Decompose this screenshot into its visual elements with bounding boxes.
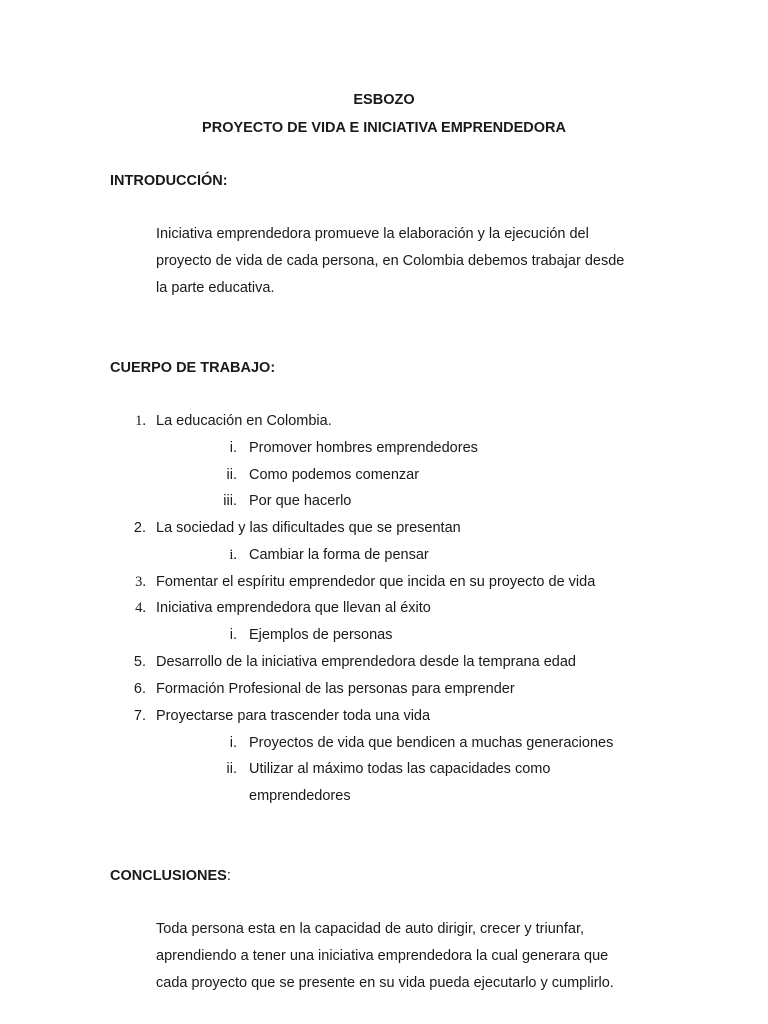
list-item-number: 3.: [135, 574, 146, 590]
sub-list-item-continuation: emprendedores: [249, 788, 351, 804]
list-item: La sociedad y las dificultades que se presentan: [156, 520, 461, 536]
introduction-paragraph: [156, 221, 676, 302]
sub-list-item: Promover hombres emprendedores: [249, 440, 478, 456]
paragraph-line: Toda persona esta en la capacidad de auto dirigir, crecer y triunfar,: [156, 921, 585, 937]
list-item: Iniciativa emprendedora que llevan al éxito: [156, 600, 431, 616]
sub-list-item: Proyectos de vida que bendicen a muchas generaciones: [249, 735, 614, 751]
sub-item-numeral: i.: [229, 547, 237, 563]
conclusions-paragraph: [156, 916, 676, 997]
sub-list-item: Cambiar la forma de pensar: [249, 547, 429, 563]
sub-list-item: Como podemos comenzar: [249, 467, 420, 483]
conclusions-heading-colon: :: [226, 868, 231, 884]
sub-list-item: Utilizar al máximo todas las capacidades como: [249, 761, 551, 777]
list-item-number: 2.: [133, 520, 146, 536]
paragraph-line: Iniciativa emprendedora promueve la elaboración y la ejecución del: [156, 226, 589, 242]
list-item-number: 5.: [133, 654, 146, 670]
sub-item-numeral: i.: [229, 627, 237, 643]
introduction-heading: INTRODUCCIÓN:: [110, 173, 228, 189]
list-item: La educación en Colombia.: [156, 413, 332, 429]
sub-item-numeral: i.: [229, 735, 237, 751]
list-item: Formación Profesional de las personas para emprender: [156, 681, 515, 697]
sub-item-numeral: iii.: [223, 493, 237, 509]
list-item-number: 1.: [135, 413, 146, 429]
sub-item-numeral: i.: [229, 440, 237, 456]
document-title: ESBOZO: [353, 92, 415, 108]
sub-item-numeral: ii.: [226, 467, 237, 483]
list-item-number: 6.: [133, 681, 146, 697]
document-subtitle: PROYECTO DE VIDA E INICIATIVA EMPRENDEDORA: [202, 120, 566, 136]
list-item-number: 7.: [133, 708, 146, 724]
body-of-work-heading: CUERPO DE TRABAJO:: [110, 360, 276, 376]
list-item: Desarrollo de la iniciativa emprendedora desde la temprana edad: [156, 654, 576, 670]
conclusions-heading: [110, 867, 231, 885]
conclusions-heading-text: CONCLUSIONES: [110, 868, 227, 884]
sub-list-item: Ejemplos de personas: [249, 627, 393, 643]
paragraph-line: la parte educativa.: [156, 280, 275, 296]
list-item: Proyectarse para trascender toda una vida: [156, 708, 431, 724]
paragraph-line: proyecto de vida de cada persona, en Colombia debemos trabajar desde: [156, 253, 625, 269]
list-item: Fomentar el espíritu emprendedor que incida en su proyecto de vida: [156, 574, 596, 590]
sub-item-numeral: ii.: [226, 761, 237, 777]
sub-list-item: Por que hacerlo: [249, 493, 352, 509]
list-item-number: 4.: [135, 600, 146, 616]
paragraph-line: cada proyecto que se presente en su vida pueda ejecutarlo y cumplirlo.: [156, 975, 614, 991]
paragraph-line: aprendiendo a tener una iniciativa emprendedora la cual generara que: [156, 948, 609, 964]
